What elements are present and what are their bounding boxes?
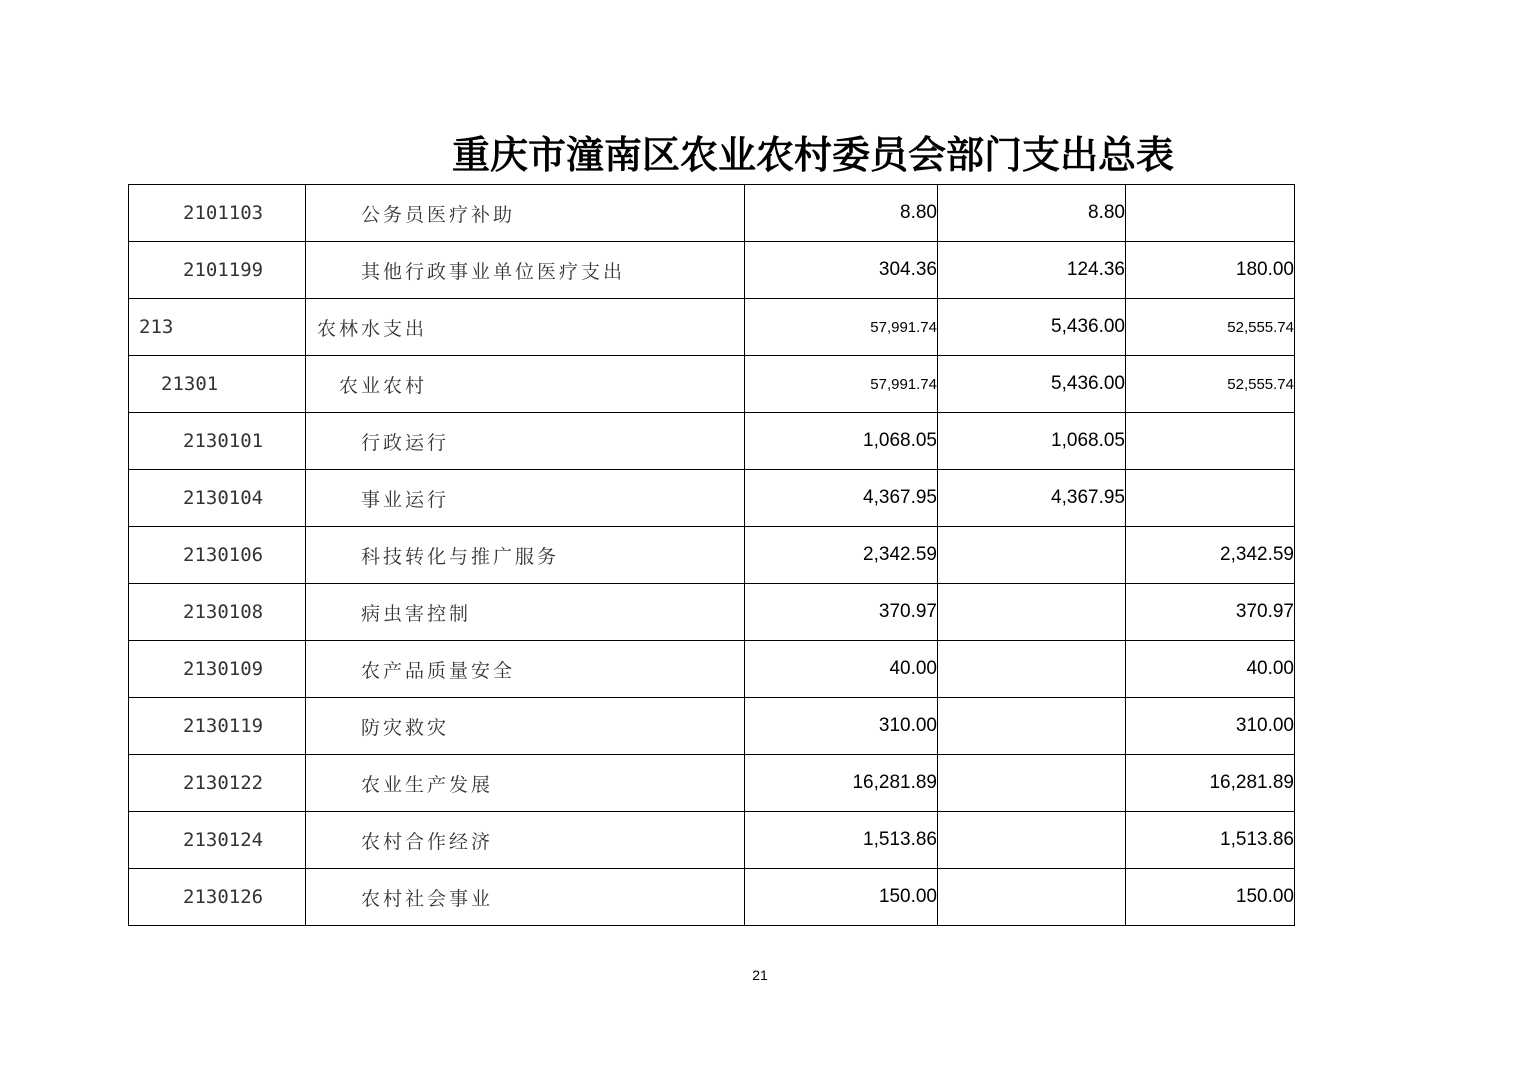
total-amount: 2,342.59 [745, 527, 938, 584]
basic-expenditure [938, 641, 1126, 698]
subject-name: 农林水支出 [306, 299, 745, 356]
page-title: 重庆市潼南区农业农村委员会部门支出总表 [452, 132, 1175, 177]
subject-code: 2130106 [129, 527, 306, 584]
table-row [129, 413, 1295, 470]
expenditure-table [128, 184, 1295, 926]
subject-name: 科技转化与推广服务 [306, 527, 745, 584]
table-row [129, 299, 1295, 356]
subject-code: 2130104 [129, 470, 306, 527]
table-row [129, 755, 1295, 812]
subject-name: 农业生产发展 [306, 755, 745, 812]
project-expenditure: 1,513.86 [1126, 812, 1295, 869]
basic-expenditure [938, 584, 1126, 641]
subject-name: 农业农村 [306, 356, 745, 413]
total-amount: 304.36 [745, 242, 938, 299]
basic-expenditure: 4,367.95 [938, 470, 1126, 527]
total-amount: 57,991.74 [745, 299, 938, 356]
project-expenditure: 52,555.74 [1126, 299, 1295, 356]
subject-code: 2130122 [129, 755, 306, 812]
table-row [129, 641, 1295, 698]
table-row [129, 527, 1295, 584]
basic-expenditure [938, 527, 1126, 584]
table-row [129, 812, 1295, 869]
table-row [129, 356, 1295, 413]
project-expenditure: 370.97 [1126, 584, 1295, 641]
basic-expenditure [938, 812, 1126, 869]
subject-name: 事业运行 [306, 470, 745, 527]
total-amount: 150.00 [745, 869, 938, 926]
table-row [129, 242, 1295, 299]
subject-name: 农村合作经济 [306, 812, 745, 869]
basic-expenditure: 5,436.00 [938, 299, 1126, 356]
total-amount: 370.97 [745, 584, 938, 641]
subject-name: 其他行政事业单位医疗支出 [306, 242, 745, 299]
subject-code: 2101103 [129, 185, 306, 242]
subject-name: 行政运行 [306, 413, 745, 470]
project-expenditure: 2,342.59 [1126, 527, 1295, 584]
subject-name: 农产品质量安全 [306, 641, 745, 698]
subject-name: 农村社会事业 [306, 869, 745, 926]
project-expenditure: 180.00 [1126, 242, 1295, 299]
basic-expenditure: 1,068.05 [938, 413, 1126, 470]
subject-code: 2130109 [129, 641, 306, 698]
total-amount: 4,367.95 [745, 470, 938, 527]
page-number: 21 [752, 967, 768, 983]
project-expenditure [1126, 413, 1295, 470]
subject-code: 2130124 [129, 812, 306, 869]
subject-code: 2130119 [129, 698, 306, 755]
subject-code: 21301 [129, 356, 306, 413]
total-amount: 16,281.89 [745, 755, 938, 812]
table-row [129, 698, 1295, 755]
subject-code: 2101199 [129, 242, 306, 299]
total-amount: 8.80 [745, 185, 938, 242]
basic-expenditure [938, 755, 1126, 812]
project-expenditure [1126, 470, 1295, 527]
basic-expenditure [938, 869, 1126, 926]
subject-code: 213 [129, 299, 306, 356]
basic-expenditure [938, 698, 1126, 755]
table-row [129, 869, 1295, 926]
subject-code: 2130126 [129, 869, 306, 926]
total-amount: 57,991.74 [745, 356, 938, 413]
project-expenditure: 52,555.74 [1126, 356, 1295, 413]
total-amount: 1,068.05 [745, 413, 938, 470]
subject-name: 病虫害控制 [306, 584, 745, 641]
subject-code: 2130108 [129, 584, 306, 641]
table-row [129, 185, 1295, 242]
project-expenditure: 16,281.89 [1126, 755, 1295, 812]
project-expenditure: 40.00 [1126, 641, 1295, 698]
subject-name: 公务员医疗补助 [306, 185, 745, 242]
project-expenditure: 310.00 [1126, 698, 1295, 755]
total-amount: 40.00 [745, 641, 938, 698]
project-expenditure [1126, 185, 1295, 242]
basic-expenditure: 8.80 [938, 185, 1126, 242]
project-expenditure: 150.00 [1126, 869, 1295, 926]
table-row [129, 584, 1295, 641]
table-row [129, 470, 1295, 527]
subject-code: 2130101 [129, 413, 306, 470]
basic-expenditure: 124.36 [938, 242, 1126, 299]
total-amount: 1,513.86 [745, 812, 938, 869]
subject-name: 防灾救灾 [306, 698, 745, 755]
basic-expenditure: 5,436.00 [938, 356, 1126, 413]
total-amount: 310.00 [745, 698, 938, 755]
